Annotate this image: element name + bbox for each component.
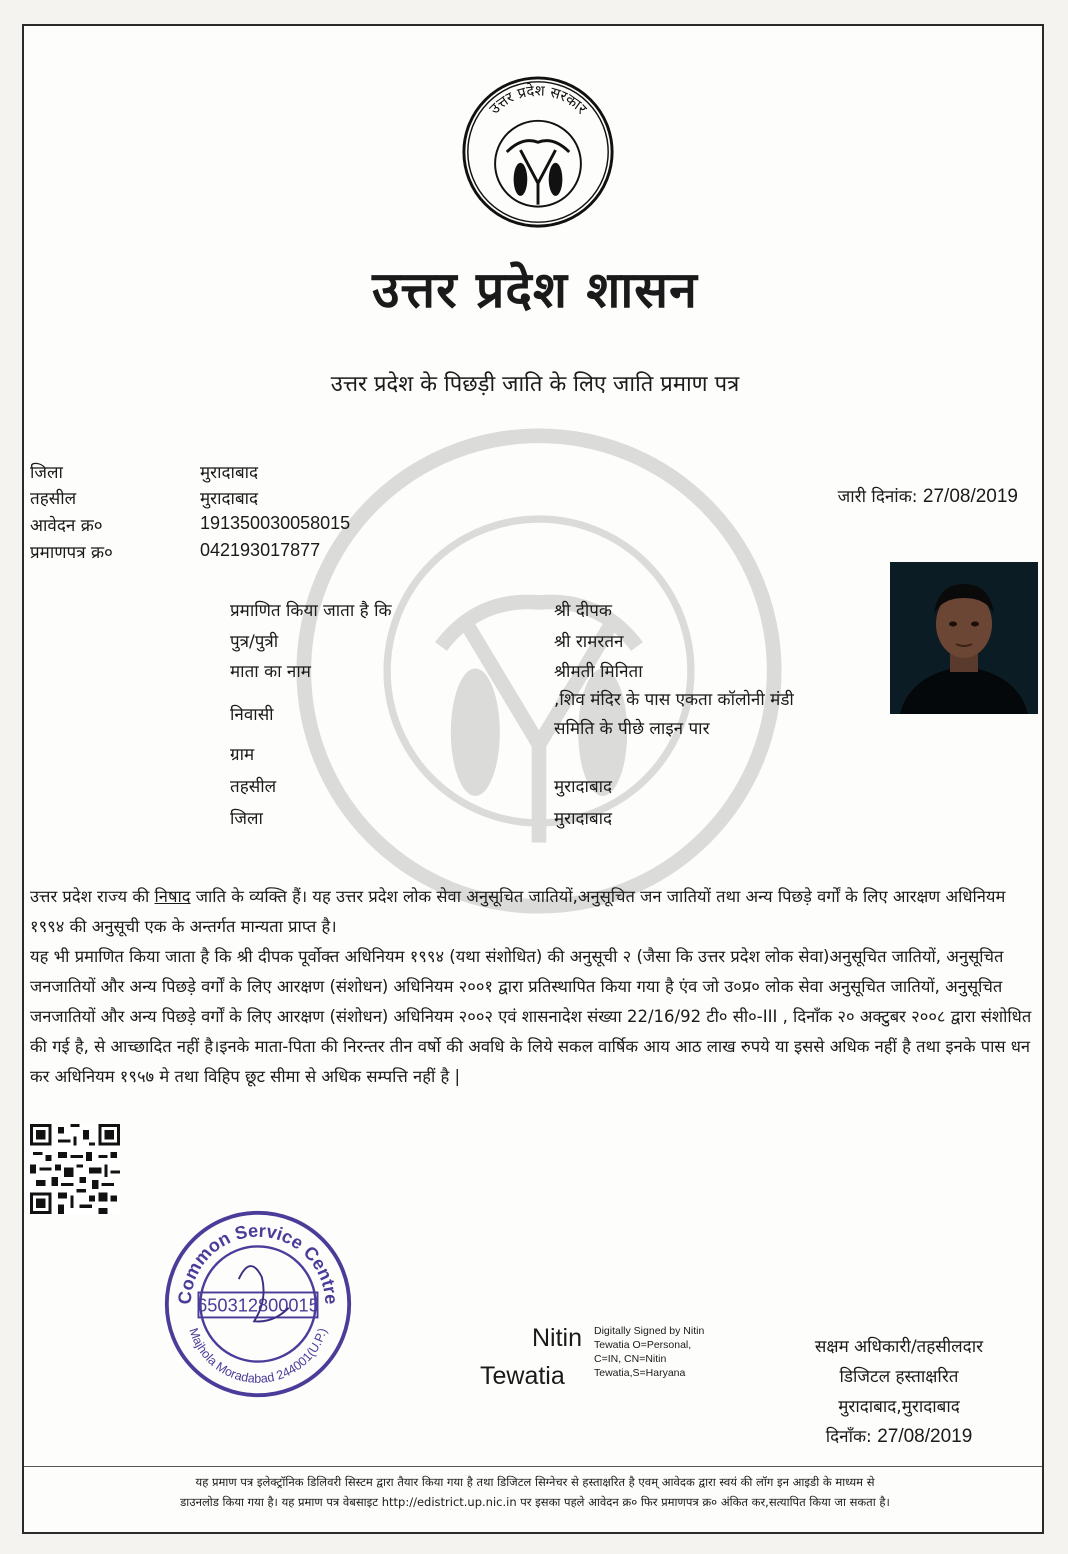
certificate-page [22, 24, 1044, 1534]
emblem-text: उत्तर प्रदेश सरकार [486, 82, 590, 118]
address-line-2: समिति के पीछे लाइन पार [554, 719, 710, 739]
body-paragraph-1: उत्तर प्रदेश राज्य की निषाद जाति के व्यक्ति हैं। यह उत्तर प्रदेश लोक सेवा अनुसूचित जातियों,अनुसूचित जन जातियों तथा अन्य पिछड़े वर्गों के लिए आरक्षण अधिनियम १९९४ की अनुसूची एक के अन्तर्गत मान्यता प्राप्त है। [30, 887, 1006, 936]
officer-title: सक्षम अधिकारी/तहसीलदार [814, 1337, 984, 1357]
officer-digital: डिजिटल हस्ताक्षरित [839, 1367, 959, 1387]
issue-date-block [838, 484, 1018, 508]
detail-district-label: जिला [230, 809, 263, 829]
stamp-code: 650312800015 [197, 1294, 319, 1316]
district-label: जिला [30, 463, 63, 483]
qr-code-icon [30, 1124, 120, 1214]
village-label: ग्राम [230, 745, 255, 765]
child-of-label: पुत्र/पुत्री [230, 632, 279, 652]
emblem-watermark-icon [294, 426, 784, 916]
officer-block [754, 1332, 1044, 1452]
tehsil-value: मुरादाबाद [200, 489, 259, 509]
officer-location: मुरादाबाद,मुरादाबाद [838, 1397, 960, 1417]
page-subtitle: उत्तर प्रदेश के पिछड़ी जाति के लिए जाति प्रमाण पत्र [330, 372, 740, 397]
stamp-text-top: Common Service Centre [173, 1219, 343, 1306]
detail-tehsil-label: तहसील [230, 777, 277, 797]
issue-date-value: 27/08/2019 [922, 486, 1018, 507]
applicant-photo [890, 562, 1038, 714]
svg-text:Majhola Moradabad 244001(U.P.) [186, 1326, 329, 1386]
footer-divider [24, 1466, 1042, 1467]
up-govt-emblem-icon [460, 74, 616, 230]
signer-first-name: Nitin [532, 1324, 583, 1352]
applicant-name: श्री दीपक [554, 601, 612, 621]
body-paragraph-2: यह भी प्रमाणित किया जाता है कि श्री दीपक पूर्वोक्त अधिनियम १९९४ (यथा संशोधित) की अनुसूची २ (जैसा कि उत्तर प्रदेश लोक सेवा)अनुसूचित जातियों, अनुसूचित जनजातियों और अन्य पिछड़े वर्गों के लिए आरक्षण (संशोधन) अधिनियम २००१ द्वारा प्रतिस्थापित किया गया है एंव जो उ०प्र० लोक सेवा अनुसूचित जातियों, अनुसूचित जनजातियों और अन्य पिछड़े वर्गों के लिए आरक्षण (संशोधन) अधिनियम २००२ एवं शासनादेश संख्या 22/16/92 टी० सी०-III , दिनाँक २० अक्टुबर २००८ द्वारा संशोधित की गई है, से आच्छादित नहीं है।इनके माता-पिता की निरन्तर तीन वर्षो की अवधि के लिये सकल वार्षिक आय आठ लाख रुपये या इससे अधिक नहीं है तथा इनके पास धन कर अधिनियम १९५७ मे तथा विहिप छूट सीमा से अधिक सम्पत्ति नहीं है | [30, 947, 1032, 1086]
mother-label: माता का नाम [230, 662, 311, 682]
detail-tehsil-value: मुरादाबाद [554, 777, 613, 797]
footer-note: यह प्रमाण पत्र इलेक्ट्रॉनिक डिलिवरी सिस्टम द्वारा तैयार किया गया है तथा डिजिटल सिग्नेचर से हस्ताक्षरित है एवम् आवेदक द्वारा स्वयं की लॉग इन आइडी के माध्यम से डाउनलोड किया गया है। यह प्रमाण पत्र वेबसाइट http://edistrict.up.nic.in पर इसका पहले आवेदन क्र० फिर प्रमाणपत्र क्र० अंकित कर,सत्यापित किया जा सकता है। [180, 1475, 890, 1509]
signer-last-name: Tewatia [480, 1362, 565, 1390]
application-value: 191350030058015 [200, 513, 351, 533]
page-title: उत्तर प्रदेश शासन [372, 261, 698, 319]
application-label: आवेदन क्र० [30, 516, 103, 536]
certified-label: प्रमाणित किया जाता है कि [230, 601, 392, 621]
certificate-body [30, 882, 1040, 1092]
resident-label: निवासी [230, 705, 274, 725]
stamp-text-bottom: Majhola Moradabad 244001(U.P.) [186, 1326, 330, 1386]
address-line-1: ,शिव मंदिर के पास एकता कॉलोनी मंडी [554, 690, 794, 710]
district-value: मुरादाबाद [200, 463, 259, 483]
issue-date-label: जारी दिनांक: [837, 487, 918, 507]
mother-name: श्रीमती मिनिता [554, 662, 643, 682]
certificate-label: प्रमाणपत्र क्र० [30, 543, 113, 563]
father-name: श्री रामरतन [554, 632, 624, 652]
csc-stamp-icon [162, 1208, 354, 1400]
detail-district-value: मुरादाबाद [554, 809, 613, 829]
caste-name: निषाद [154, 887, 191, 906]
tehsil-label: तहसील [30, 489, 77, 509]
officer-date: दिनाँक: 27/08/2019 [825, 1426, 973, 1447]
certificate-value: 042193017877 [200, 540, 321, 560]
digital-signature-details: Digitally Signed by Nitin Tewatia O=Personal, C=IN, CN=Nitin Tewatia,S=Haryana [594, 1325, 705, 1379]
